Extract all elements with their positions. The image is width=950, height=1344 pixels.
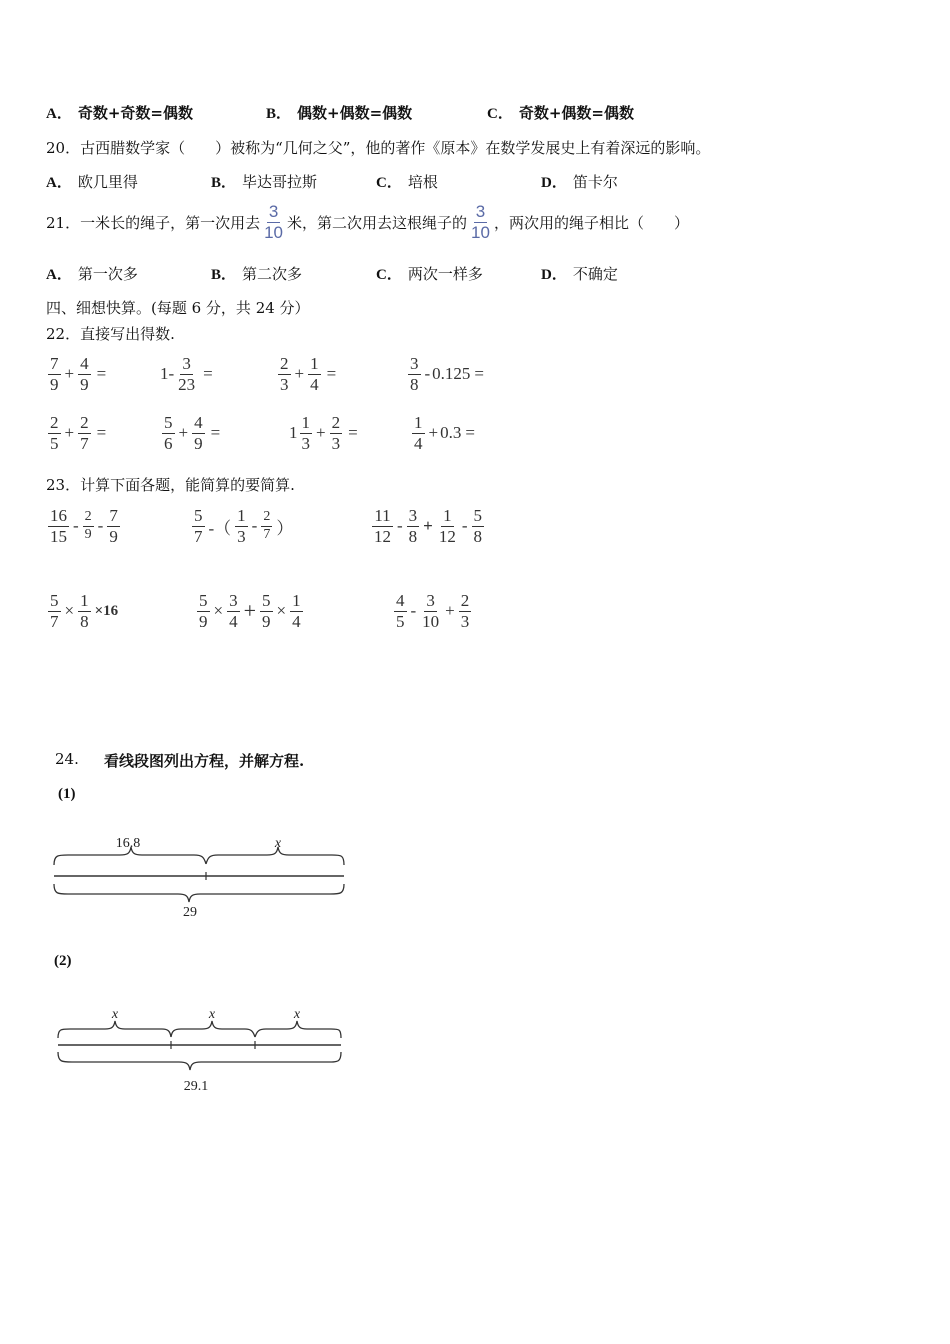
q21-stem — [46, 202, 689, 242]
numerator: 7 — [109, 506, 118, 525]
denominator: 7 — [50, 611, 59, 631]
numerator: 1 — [80, 591, 89, 610]
denominator: 9 — [262, 611, 271, 631]
equals: = — [96, 364, 107, 384]
q21-option-c — [376, 263, 483, 284]
option-text: 两次一样多 — [407, 265, 483, 283]
q21-stem-part2: 米，第二次用去这根绳子的 — [287, 213, 468, 232]
q23-expression-6 — [392, 591, 473, 631]
numerator: 1 — [310, 354, 319, 373]
fraction — [176, 354, 197, 394]
equals: = — [203, 364, 213, 384]
fraction — [420, 591, 441, 631]
q23-expression-3 — [370, 506, 486, 546]
section-4-title: 四、细想快算。(每题 6 分，共 24 分） — [46, 299, 310, 317]
numerator: 2 — [261, 509, 272, 526]
fraction — [48, 591, 61, 631]
numerator: 5 — [194, 506, 203, 525]
option-label: D． — [541, 267, 567, 283]
numerator: 3 — [410, 354, 419, 373]
numerator: 3 — [268, 202, 279, 221]
denominator: 12 — [374, 526, 391, 546]
fraction — [227, 591, 240, 631]
option-text: 奇数+偶数=偶数 — [518, 104, 634, 122]
operator: + — [243, 598, 257, 624]
fraction — [48, 354, 61, 394]
right-segment-label: x — [274, 836, 282, 851]
option-text: 第一次多 — [77, 265, 138, 283]
option-label: B． — [211, 267, 237, 283]
option-label: B． — [211, 175, 237, 191]
q21-option-a — [46, 263, 138, 284]
operator: + — [64, 423, 75, 443]
operator: ×16 — [94, 602, 119, 619]
q23-stem: 23．计算下面各题，能简算的要简算. — [46, 476, 295, 494]
option-label: D． — [541, 175, 567, 191]
q23-expression-2 — [190, 506, 295, 546]
fraction — [260, 591, 273, 631]
denominator: 4 — [292, 611, 301, 631]
q23-expression-5 — [195, 591, 305, 631]
numerator: 4 — [194, 413, 203, 432]
fraction — [408, 354, 421, 394]
fraction — [107, 506, 120, 546]
q22-item-3 — [276, 354, 336, 394]
q23-expression-1 — [46, 506, 122, 546]
numerator: 2 — [280, 354, 289, 373]
numerator: 5 — [473, 506, 483, 525]
operator: - — [461, 516, 468, 536]
option-text: 奇数+奇数=偶数 — [77, 104, 193, 122]
fraction — [472, 506, 485, 546]
fraction — [437, 506, 458, 546]
operator: + — [423, 516, 433, 536]
denominator: 7 — [80, 433, 89, 453]
denominator: 12 — [438, 526, 456, 546]
option-text: 不确定 — [572, 265, 618, 283]
numerator: 3 — [475, 202, 486, 221]
denominator: 3 — [280, 374, 289, 394]
denominator: 9 — [50, 374, 59, 394]
numerator: 1 — [292, 591, 301, 610]
q21-stem-part3: ，两次用的绳子相比（ ） — [493, 213, 689, 232]
fraction — [78, 591, 91, 631]
q23-expression-4 — [46, 591, 120, 631]
segment-3-label: x — [293, 1007, 301, 1022]
equals: = — [474, 364, 485, 384]
q22-stem: 22．直接写出得数. — [46, 325, 175, 343]
denominator: 23 — [178, 374, 196, 394]
operator: × — [213, 601, 224, 621]
denominator: 3 — [301, 433, 310, 453]
denominator: 10 — [471, 222, 490, 242]
operator: + — [445, 601, 455, 621]
segment-1-label: x — [111, 1007, 119, 1022]
denominator: 10 — [422, 611, 440, 631]
equals: = — [465, 423, 475, 443]
operator: + — [178, 423, 189, 443]
q24-part2-label: (2) — [54, 953, 72, 969]
numerator: 4 — [80, 354, 89, 373]
fraction — [235, 506, 248, 546]
q20-option-b — [211, 171, 317, 192]
numerator: 2 — [331, 413, 341, 432]
denominator: 9 — [199, 611, 208, 631]
fraction — [48, 506, 69, 546]
fraction — [192, 413, 205, 453]
q20-option-c — [376, 171, 438, 192]
fraction — [300, 413, 313, 453]
option-text: 第二次多 — [242, 265, 303, 283]
option-text: 偶数+偶数=偶数 — [297, 104, 413, 122]
denominator: 7 — [194, 526, 203, 546]
denominator: 4 — [414, 433, 423, 453]
denominator: 8 — [80, 611, 89, 631]
option-label: A． — [46, 106, 72, 122]
q22-item-7 — [289, 413, 358, 453]
q20-option-a — [46, 171, 138, 192]
denominator: 8 — [408, 526, 418, 546]
q20-stem: 20．古西腊数学家（ ）被称为“几何之父”，他的著作《原本》在数学发展史上有着深远的影响。 — [46, 139, 711, 157]
numerator: 1 — [301, 413, 310, 432]
numerator: 5 — [199, 591, 208, 610]
line-segment-diagram-2 — [52, 1000, 348, 1096]
operator: + — [294, 364, 305, 384]
top-brace-3 — [255, 1021, 341, 1038]
q19-option-a — [46, 102, 193, 123]
close-paren: ） — [276, 518, 294, 538]
equals: = — [210, 423, 221, 443]
q19-option-c — [487, 102, 634, 123]
q24-part1-label: (1) — [58, 786, 76, 802]
numerator: 1 — [443, 506, 452, 525]
tail-number: 0.3 — [440, 423, 462, 443]
numerator: 16 — [50, 506, 67, 525]
numerator: 1 — [237, 506, 246, 525]
whole-number: 1 — [289, 423, 298, 443]
operator: - — [73, 516, 79, 536]
q22-item-2 — [160, 354, 213, 394]
numerator: 1 — [414, 413, 423, 432]
operator: × — [64, 601, 75, 621]
denominator: 4 — [229, 611, 238, 631]
fraction — [394, 591, 407, 631]
operator: - — [97, 516, 104, 536]
total-label: 29 — [183, 905, 197, 920]
q19-option-b — [266, 102, 412, 123]
fraction — [308, 354, 321, 394]
fraction — [48, 413, 61, 453]
fraction — [412, 413, 425, 453]
left-segment-label: 16.8 — [115, 836, 141, 851]
equals: = — [348, 423, 358, 443]
numerator: 3 — [408, 506, 418, 525]
equals: = — [326, 364, 337, 384]
option-label: C． — [376, 267, 402, 283]
operator: × — [276, 601, 287, 621]
option-label: A． — [46, 175, 72, 191]
q21-fraction-2 — [469, 202, 492, 242]
q21-option-b — [211, 263, 302, 284]
numerator: 11 — [374, 506, 391, 525]
operator: + — [64, 364, 75, 384]
lead-number: 1- — [160, 364, 175, 384]
denominator: 7 — [263, 526, 271, 542]
denominator: 3 — [237, 526, 246, 546]
fraction — [278, 354, 291, 394]
denominator: 3 — [460, 611, 470, 631]
numerator: 3 — [182, 354, 191, 373]
option-text: 培根 — [407, 173, 438, 191]
numerator: 4 — [396, 591, 405, 610]
option-text: 欧几里得 — [77, 173, 138, 191]
fraction — [330, 413, 343, 453]
operator: - — [410, 601, 417, 621]
fraction — [78, 354, 91, 394]
denominator: 4 — [310, 374, 319, 394]
bottom-brace — [54, 884, 344, 902]
numerator: 2 — [460, 591, 470, 610]
denominator: 8 — [410, 374, 419, 394]
denominator: 5 — [50, 433, 59, 453]
q21-option-d — [541, 263, 618, 284]
denominator: 8 — [473, 526, 483, 546]
q21-fraction-1 — [262, 202, 285, 242]
fraction — [197, 591, 210, 631]
option-text: 毕达哥拉斯 — [242, 173, 318, 191]
q22-item-5 — [46, 413, 106, 453]
fraction — [162, 413, 175, 453]
numerator: 2 — [50, 413, 59, 432]
numerator: 2 — [83, 509, 94, 526]
tail-number: 0.125 — [432, 364, 471, 384]
denominator: 9 — [80, 374, 89, 394]
option-label: B． — [266, 106, 292, 122]
option-text: 笛卡尔 — [572, 173, 618, 191]
numerator: 5 — [50, 591, 59, 610]
fraction — [372, 506, 393, 546]
denominator: 9 — [109, 526, 118, 546]
q22-item-1 — [46, 354, 106, 394]
operator: - — [251, 516, 258, 536]
numerator: 3 — [426, 591, 435, 610]
denominator: 3 — [331, 433, 341, 453]
fraction — [83, 509, 94, 542]
numerator: 5 — [262, 591, 271, 610]
fraction — [459, 591, 472, 631]
operator: + — [428, 423, 439, 443]
operator: - — [397, 516, 403, 536]
denominator: 10 — [264, 222, 284, 242]
option-label: A． — [46, 267, 72, 283]
segment-2-label: x — [208, 1007, 216, 1022]
numerator: 2 — [80, 413, 89, 432]
denominator: 15 — [50, 526, 67, 546]
q21-stem-part1: 21．一米长的绳子，第一次用去 — [46, 213, 261, 232]
q20-option-d — [541, 171, 618, 192]
operator: -（ — [208, 518, 232, 538]
fraction — [407, 506, 420, 546]
option-label: C． — [487, 106, 513, 122]
equals: = — [96, 423, 107, 443]
bottom-brace — [58, 1052, 341, 1070]
numerator: 7 — [50, 354, 59, 373]
top-brace-2 — [171, 1021, 255, 1037]
denominator: 9 — [84, 526, 92, 542]
line-segment-diagram-1 — [48, 828, 350, 924]
operator: + — [316, 423, 326, 443]
top-brace-1 — [58, 1021, 171, 1038]
q24-number: 24. — [55, 750, 79, 768]
q24-stem: 看线段图列出方程，并解方程. — [104, 752, 305, 770]
denominator: 6 — [164, 433, 173, 453]
q22-item-8 — [410, 413, 475, 453]
option-label: C． — [376, 175, 402, 191]
q22-item-4 — [406, 354, 484, 394]
denominator: 9 — [194, 433, 203, 453]
numerator: 5 — [164, 413, 173, 432]
fraction — [78, 413, 91, 453]
q22-item-6 — [160, 413, 220, 453]
numerator: 3 — [229, 591, 238, 610]
operator: - — [424, 364, 431, 384]
total-label: 29.1 — [183, 1079, 209, 1094]
fraction — [192, 506, 205, 546]
fraction — [290, 591, 303, 631]
fraction — [261, 509, 272, 542]
denominator: 5 — [396, 611, 405, 631]
